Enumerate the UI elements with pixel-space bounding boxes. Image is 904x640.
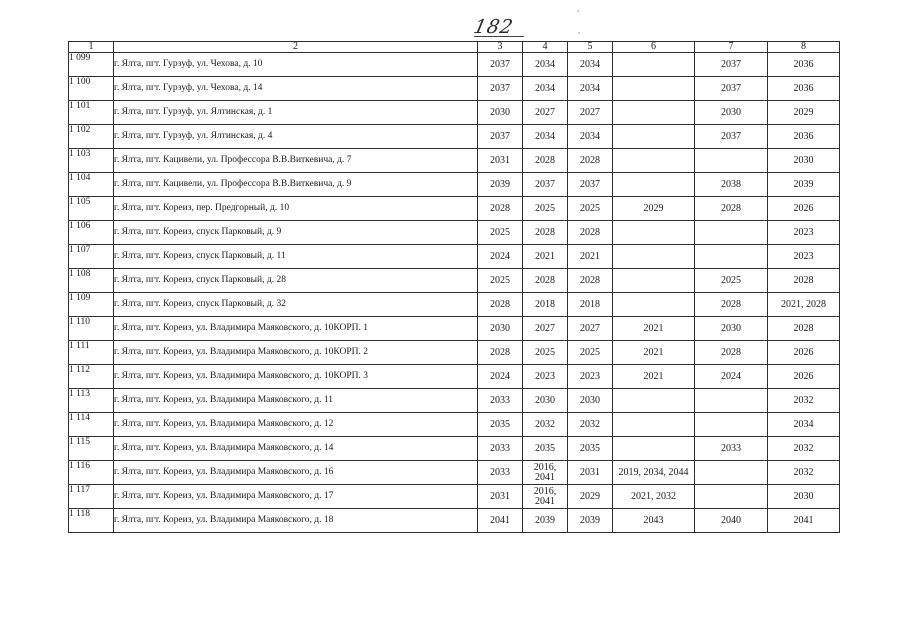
address-cell: г. Ялта, пгт. Кореиз, спуск Парковый, д. 28 [114, 269, 478, 293]
year-cell-c5: 2039 [568, 509, 613, 533]
year-cell-c3: 2030 [478, 317, 523, 341]
year-cell-c5: 2034 [568, 125, 613, 149]
table-row [69, 173, 840, 197]
table-row [69, 197, 840, 221]
year-cell-c6: 2019, 2034, 2044 [613, 461, 695, 485]
address-cell: г. Ялта, пгт. Кореиз, ул. Владимира Маяковского, д. 17 [114, 485, 478, 509]
year-cell-c8: 2039 [768, 173, 840, 197]
year-cell-c8: 2023 [768, 245, 840, 269]
address-cell: г. Ялта, пгт. Кореиз, ул. Владимира Маяковского, д. 12 [114, 413, 478, 437]
year-cell-c3: 2033 [478, 437, 523, 461]
year-cell-c3: 2028 [478, 341, 523, 365]
column-header: 4 [523, 42, 568, 53]
year-cell-c4: 2016, 2041 [523, 485, 568, 509]
year-cell-c3: 2033 [478, 461, 523, 485]
address-cell: г. Ялта, пгт. Гурзуф, ул. Чехова, д. 10 [114, 53, 478, 77]
row-number-cell: 1 111 [69, 341, 114, 365]
year-cell-c4: 2028 [523, 221, 568, 245]
year-cell-c4: 2034 [523, 77, 568, 101]
year-cell-c4: 2034 [523, 125, 568, 149]
year-cell-c3: 2030 [478, 101, 523, 125]
year-cell-c6: 2021 [613, 365, 695, 389]
year-cell-c3: 2024 [478, 365, 523, 389]
year-cell-c5: 2025 [568, 341, 613, 365]
year-cell-c8: 2036 [768, 125, 840, 149]
year-cell-c7 [695, 221, 768, 245]
year-cell-c8: 2028 [768, 317, 840, 341]
column-header: 6 [613, 42, 695, 53]
year-cell-c6 [613, 293, 695, 317]
year-cell-c5: 2028 [568, 149, 613, 173]
year-cell-c8: 2032 [768, 461, 840, 485]
row-number-cell: 1 106 [69, 221, 114, 245]
year-cell-c5: 2027 [568, 317, 613, 341]
row-number-cell: 1 099 [69, 53, 114, 77]
year-cell-c8: 2034 [768, 413, 840, 437]
year-cell-c6 [613, 53, 695, 77]
year-cell-c3: 2037 [478, 125, 523, 149]
year-cell-c8: 2026 [768, 197, 840, 221]
year-cell-c7: 2037 [695, 77, 768, 101]
column-header: 2 [114, 42, 478, 53]
year-cell-c3: 2028 [478, 293, 523, 317]
year-cell-c4: 2034 [523, 53, 568, 77]
year-cell-c5: 2030 [568, 389, 613, 413]
year-cell-c6 [613, 389, 695, 413]
address-cell: г. Ялта, пгт. Кореиз, ул. Владимира Маяковского, д. 10КОРП. 3 [114, 365, 478, 389]
scan-speck [578, 32, 580, 34]
year-cell-c7: 2030 [695, 101, 768, 125]
year-cell-c8: 2023 [768, 221, 840, 245]
year-cell-c4: 2027 [523, 317, 568, 341]
column-header: 7 [695, 42, 768, 53]
year-cell-c7: 2028 [695, 341, 768, 365]
year-cell-c8: 2036 [768, 77, 840, 101]
year-cell-c6: 2021 [613, 317, 695, 341]
year-cell-c3: 2025 [478, 269, 523, 293]
row-number-cell: 1 117 [69, 485, 114, 509]
row-number-cell: 1 112 [69, 365, 114, 389]
address-cell: г. Ялта, пгт. Кацивели, ул. Профессора В.В.Виткевича, д. 7 [114, 149, 478, 173]
year-cell-c5: 2028 [568, 221, 613, 245]
table-row [69, 101, 840, 125]
year-cell-c3: 2031 [478, 485, 523, 509]
page-number: 182 [472, 16, 537, 38]
year-cell-c3: 2031 [478, 149, 523, 173]
address-cell: г. Ялта, пгт. Кореиз, спуск Парковый, д. 32 [114, 293, 478, 317]
year-cell-c8: 2029 [768, 101, 840, 125]
year-cell-c8: 2041 [768, 509, 840, 533]
year-cell-c5: 2032 [568, 413, 613, 437]
row-number-cell: 1 103 [69, 149, 114, 173]
address-cell: г. Ялта, пгт. Кореиз, ул. Владимира Маяковского, д. 11 [114, 389, 478, 413]
row-number-cell: 1 110 [69, 317, 114, 341]
table-row [69, 437, 840, 461]
scan-speck [577, 10, 579, 12]
year-cell-c5: 2034 [568, 53, 613, 77]
year-cell-c7 [695, 389, 768, 413]
year-cell-c3: 2039 [478, 173, 523, 197]
row-number-cell: 1 113 [69, 389, 114, 413]
year-cell-c5: 2027 [568, 101, 613, 125]
year-cell-c5: 2023 [568, 365, 613, 389]
year-cell-c8: 2030 [768, 485, 840, 509]
year-cell-c4: 2023 [523, 365, 568, 389]
year-cell-c7: 2037 [695, 125, 768, 149]
year-cell-c5: 2021 [568, 245, 613, 269]
year-cell-c7: 2028 [695, 293, 768, 317]
year-cell-c8: 2036 [768, 53, 840, 77]
year-cell-c7 [695, 245, 768, 269]
year-cell-c4: 2025 [523, 197, 568, 221]
year-cell-c6 [613, 413, 695, 437]
year-cell-c6 [613, 149, 695, 173]
year-cell-c6 [613, 77, 695, 101]
table-row [69, 77, 840, 101]
table-row [69, 53, 840, 77]
year-cell-c8: 2028 [768, 269, 840, 293]
year-cell-c4: 2016, 2041 [523, 461, 568, 485]
year-cell-c4: 2028 [523, 269, 568, 293]
year-cell-c8: 2032 [768, 389, 840, 413]
year-cell-c8: 2026 [768, 365, 840, 389]
table-row [69, 365, 840, 389]
year-cell-c5: 2029 [568, 485, 613, 509]
column-header: 5 [568, 42, 613, 53]
table-row [69, 245, 840, 269]
year-cell-c4: 2032 [523, 413, 568, 437]
year-cell-c6: 2021 [613, 341, 695, 365]
table-body [69, 53, 840, 533]
year-cell-c6 [613, 245, 695, 269]
year-cell-c4: 2018 [523, 293, 568, 317]
year-cell-c3: 2024 [478, 245, 523, 269]
year-cell-c6: 2021, 2032 [613, 485, 695, 509]
address-cell: г. Ялта, пгт. Кореиз, ул. Владимира Маяковского, д. 10КОРП. 2 [114, 341, 478, 365]
address-cell: г. Ялта, пгт. Гурзуф, ул. Чехова, д. 14 [114, 77, 478, 101]
year-cell-c8: 2026 [768, 341, 840, 365]
year-cell-c7: 2040 [695, 509, 768, 533]
row-number-cell: 1 102 [69, 125, 114, 149]
year-cell-c4: 2027 [523, 101, 568, 125]
year-cell-c4: 2030 [523, 389, 568, 413]
year-cell-c7: 2038 [695, 173, 768, 197]
row-number-cell: 1 107 [69, 245, 114, 269]
column-header: 8 [768, 42, 840, 53]
year-cell-c3: 2037 [478, 77, 523, 101]
row-number-cell: 1 100 [69, 77, 114, 101]
row-number-cell: 1 108 [69, 269, 114, 293]
address-cell: г. Ялта, пгт. Кореиз, ул. Владимира Маяковского, д. 10КОРП. 1 [114, 317, 478, 341]
address-cell: г. Ялта, пгт. Кореиз, спуск Парковый, д. 9 [114, 221, 478, 245]
table-row [69, 221, 840, 245]
row-number-cell: 1 101 [69, 101, 114, 125]
year-cell-c7: 2028 [695, 197, 768, 221]
year-cell-c8: 2032 [768, 437, 840, 461]
year-cell-c7 [695, 149, 768, 173]
table-row [69, 125, 840, 149]
column-header: 1 [69, 42, 114, 53]
year-cell-c8: 2021, 2028 [768, 293, 840, 317]
row-number-cell: 1 116 [69, 461, 114, 485]
year-cell-c5: 2031 [568, 461, 613, 485]
table-row [69, 509, 840, 533]
row-number-cell: 1 118 [69, 509, 114, 533]
year-cell-c3: 2033 [478, 389, 523, 413]
year-cell-c6 [613, 101, 695, 125]
year-cell-c6 [613, 269, 695, 293]
year-cell-c4: 2035 [523, 437, 568, 461]
address-cell: г. Ялта, пгт. Кореиз, спуск Парковый, д. 11 [114, 245, 478, 269]
year-cell-c7 [695, 485, 768, 509]
year-cell-c5: 2034 [568, 77, 613, 101]
year-cell-c4: 2039 [523, 509, 568, 533]
year-cell-c3: 2028 [478, 197, 523, 221]
address-cell: г. Ялта, пгт. Кореиз, ул. Владимира Маяковского, д. 18 [114, 509, 478, 533]
table-row [69, 149, 840, 173]
table-row [69, 293, 840, 317]
year-cell-c5: 2018 [568, 293, 613, 317]
address-cell: г. Ялта, пгт. Кореиз, пер. Предгорный, д. 10 [114, 197, 478, 221]
column-number-row [69, 42, 840, 53]
table-row [69, 269, 840, 293]
address-cell: г. Ялта, пгт. Кацивели, ул. Профессора В.В.Виткевича, д. 9 [114, 173, 478, 197]
year-cell-c3: 2035 [478, 413, 523, 437]
year-cell-c5: 2028 [568, 269, 613, 293]
address-cell: г. Ялта, пгт. Кореиз, ул. Владимира Маяковского, д. 16 [114, 461, 478, 485]
table-row [69, 341, 840, 365]
year-cell-c7 [695, 461, 768, 485]
table-row [69, 389, 840, 413]
year-cell-c5: 2035 [568, 437, 613, 461]
year-cell-c4: 2025 [523, 341, 568, 365]
address-cell: г. Ялта, пгт. Гурзуф, ул. Ялтинская, д. 1 [114, 101, 478, 125]
row-number-cell: 1 114 [69, 413, 114, 437]
year-cell-c3: 2025 [478, 221, 523, 245]
year-cell-c3: 2041 [478, 509, 523, 533]
table-row [69, 317, 840, 341]
year-cell-c4: 2021 [523, 245, 568, 269]
year-cell-c7: 2024 [695, 365, 768, 389]
address-cell: г. Ялта, пгт. Кореиз, ул. Владимира Маяковского, д. 14 [114, 437, 478, 461]
housing-registry-table [68, 41, 840, 533]
year-cell-c6 [613, 221, 695, 245]
year-cell-c7: 2033 [695, 437, 768, 461]
year-cell-c6: 2043 [613, 509, 695, 533]
year-cell-c8: 2030 [768, 149, 840, 173]
table-row [69, 485, 840, 509]
year-cell-c6 [613, 125, 695, 149]
year-cell-c7: 2037 [695, 53, 768, 77]
table-row [69, 413, 840, 437]
year-cell-c4: 2037 [523, 173, 568, 197]
row-number-cell: 1 115 [69, 437, 114, 461]
year-cell-c7: 2030 [695, 317, 768, 341]
year-cell-c5: 2025 [568, 197, 613, 221]
table-row [69, 461, 840, 485]
year-cell-c6 [613, 173, 695, 197]
address-cell: г. Ялта, пгт. Гурзуф, ул. Ялтинская, д. 4 [114, 125, 478, 149]
year-cell-c6 [613, 437, 695, 461]
year-cell-c6: 2029 [613, 197, 695, 221]
year-cell-c3: 2037 [478, 53, 523, 77]
year-cell-c4: 2028 [523, 149, 568, 173]
row-number-cell: 1 109 [69, 293, 114, 317]
row-number-cell: 1 105 [69, 197, 114, 221]
year-cell-c7 [695, 413, 768, 437]
year-cell-c7: 2025 [695, 269, 768, 293]
column-header: 3 [478, 42, 523, 53]
year-cell-c5: 2037 [568, 173, 613, 197]
row-number-cell: 1 104 [69, 173, 114, 197]
